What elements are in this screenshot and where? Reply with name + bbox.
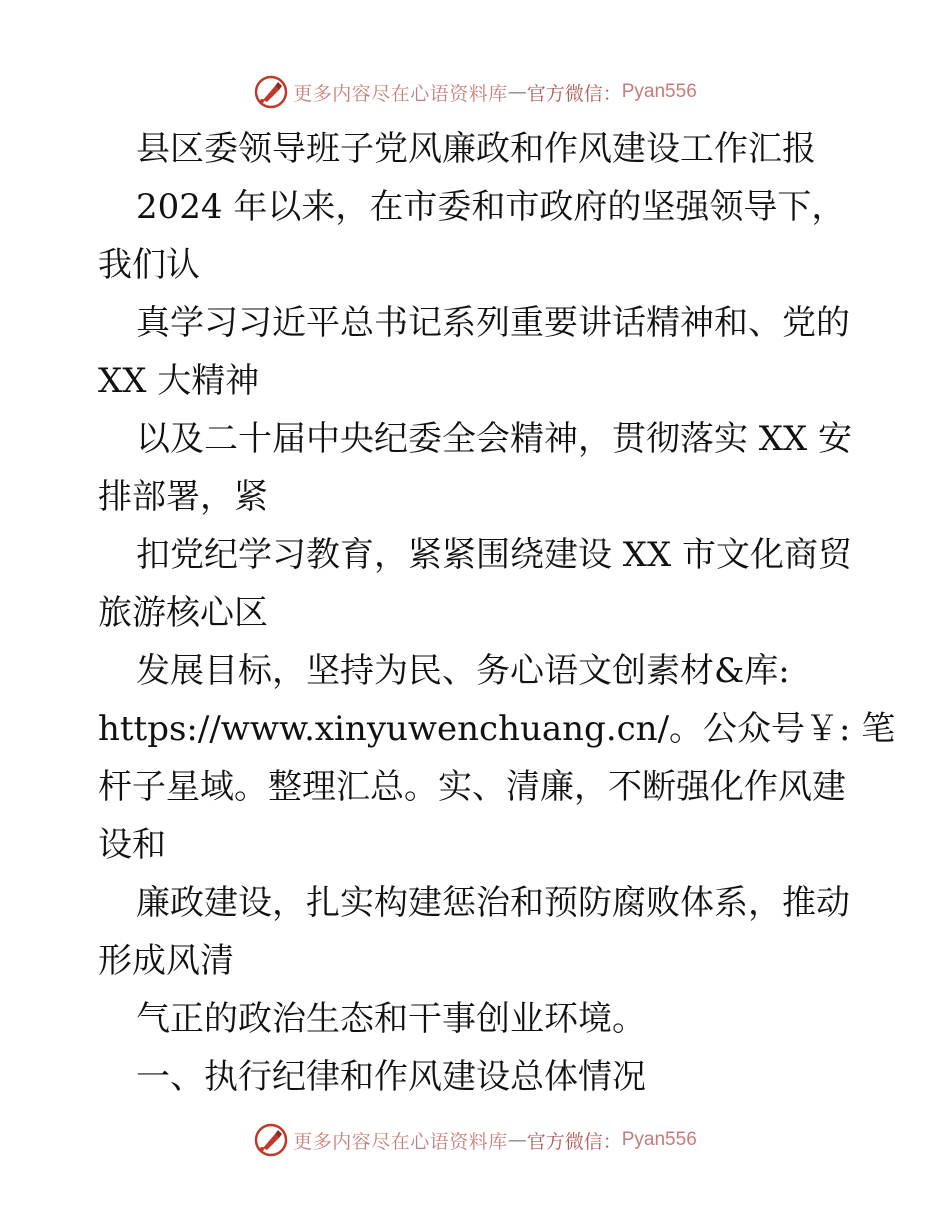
pen-nib-logo-icon — [253, 74, 289, 110]
paragraph-line: 廉政建设，扎实构建惩治和预防腐败体系，推动 — [136, 883, 850, 923]
paragraph-line: 以及二十届中央纪委全会精神，贯彻落实 XX 安 — [136, 419, 853, 459]
document-title: 县区委领导班子党风廉政和作风建设工作汇报 — [136, 129, 816, 169]
watermark-site-text: 更多内容尽在心语资料库 — [293, 82, 508, 105]
watermark-site-text: 更多内容尽在心语资料库 — [293, 1130, 508, 1153]
section-heading: 一、执行纪律和作风建设总体情况 — [136, 1057, 646, 1097]
watermark-dash: — — [507, 1129, 527, 1151]
paragraph-line: 气正的政治生态和干事创业环境。 — [136, 999, 646, 1039]
paragraph-line: 我们认 — [98, 245, 200, 285]
watermark-wechat-label: 官方微信： — [526, 1130, 622, 1153]
paragraph-line: XX 大精神 — [98, 361, 260, 401]
url-line: https://www.xinyuwenchuang.cn/。公众号￥: 笔 — [98, 709, 896, 749]
paragraph-line: 杆子星域。整理汇总。实、清廉，不断强化作风建 — [98, 767, 846, 807]
paragraph-line: 真学习习近平总书记系列重要讲话精神和、党的 — [136, 303, 850, 343]
paragraph-line: 扣党纪学习教育，紧紧围绕建设 XX 市文化商贸 — [136, 535, 853, 575]
paragraph-line: 2024 年以来，在市委和市政府的坚强领导下， — [136, 187, 846, 227]
header-watermark — [0, 72, 950, 112]
paragraph-line: 旅游核心区 — [98, 593, 268, 633]
paragraph-line: 发展目标，坚持为民、务心语文创素材&库: — [136, 651, 790, 691]
watermark-wechat-label: 官方微信： — [526, 82, 622, 105]
paragraph-line: 排部署，紧 — [98, 477, 268, 517]
paragraph-line: 设和 — [98, 825, 166, 865]
watermark-dash: — — [507, 81, 527, 103]
document-body — [98, 120, 896, 1106]
watermark-wechat-id: Pyan556 — [621, 81, 697, 102]
paragraph-line: 形成风清 — [98, 941, 234, 981]
footer-watermark — [0, 1120, 950, 1160]
pen-nib-logo-icon — [253, 1122, 289, 1158]
watermark-wechat-id: Pyan556 — [621, 1129, 697, 1150]
